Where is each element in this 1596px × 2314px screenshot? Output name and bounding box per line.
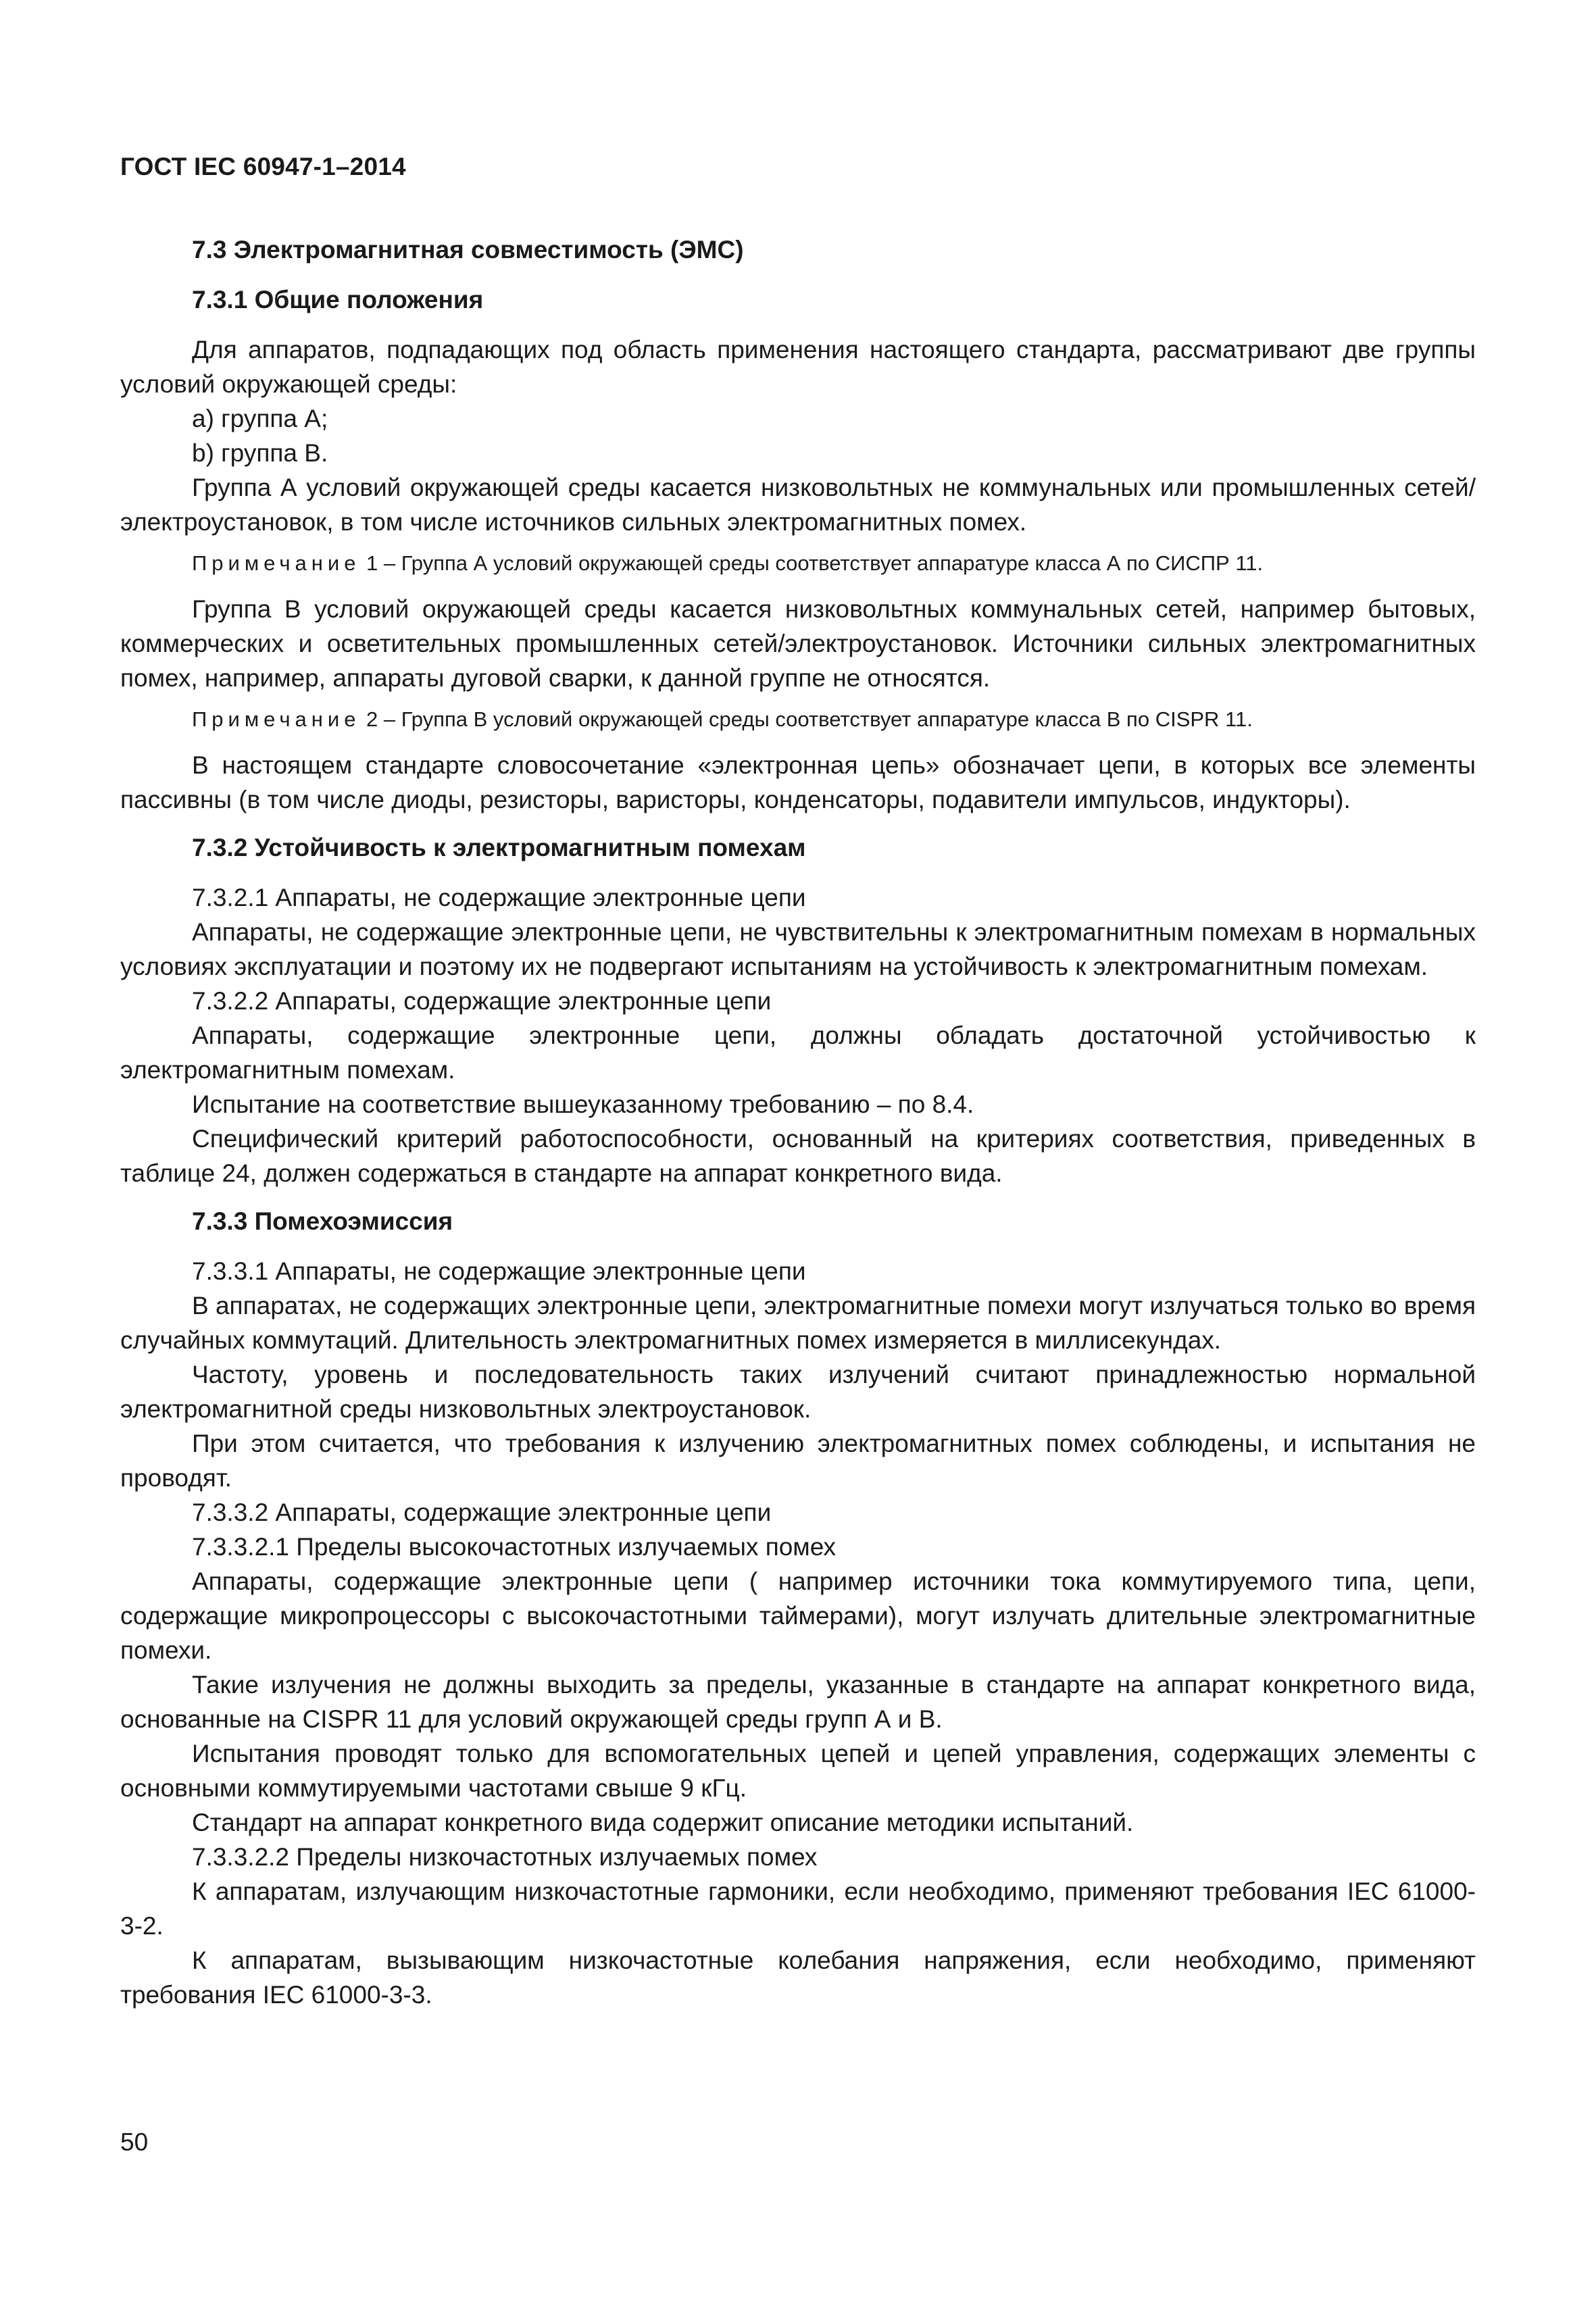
subsection-title: 7.3.2.2 Аппараты, содержащие электронные цепи: [192, 987, 772, 1015]
paragraph: Такие излучения не должны выходить за пределы, указанные в стандарте на аппарат конкретного вида, основанные на CISPR 11 для условий окружающей среды групп А и В.: [120, 1671, 1476, 1733]
note-text: 1 – Группа А условий окружающей среды соответствует аппаратуре класса А по СИСПР 11.: [360, 551, 1264, 575]
document-identifier: ГОСТ IEC 60947-1–2014: [120, 153, 406, 180]
paragraph: Для аппаратов, подпадающих под область применения настоящего стандарта, рассматривают две группы условий окружающей среды:: [120, 336, 1476, 398]
paragraph: Специфический критерий работоспособности, основанный на критериях соответствия, приведенных в таблице 24, должен содержаться в стандарте на аппарат конкретного вида.: [120, 1125, 1476, 1187]
section-heading-7-3-1: 7.3.1 Общие положения: [192, 286, 484, 313]
list-item: b) группа В.: [192, 439, 328, 467]
note-label: Примечание: [192, 551, 361, 575]
paragraph: Частоту, уровень и последовательность таких излучений считают принадлежностью нормальной электромагнитной среды низковольтных электроустановок.: [120, 1361, 1476, 1423]
section-heading-7-3-2: 7.3.2 Устойчивость к электромагнитным помехам: [192, 834, 806, 861]
paragraph: Испытание на соответствие вышеуказанному требованию – по 8.4.: [192, 1090, 974, 1118]
paragraph: К аппаратам, излучающим низкочастотные гармоники, если необходимо, применяют требования IEC 61000-3-2.: [120, 1878, 1476, 1940]
subsection-title: 7.3.3.1 Аппараты, не содержащие электронные цепи: [192, 1257, 806, 1285]
subsection-title: 7.3.3.2.2 Пределы низкочастотных излучаемых помех: [192, 1843, 818, 1871]
paragraph: При этом считается, что требования к излучению электромагнитных помех соблюдены, и испытания не проводят.: [120, 1430, 1476, 1492]
subsection-title: 7.3.3.2.1 Пределы высокочастотных излучаемых помех: [192, 1533, 837, 1561]
paragraph: Аппараты, содержащие электронные цепи ( например источники тока коммутируемого типа, цепи, содержащие микропроцессоры с высокочастотными таймерами), могут излучать длительные электромагнитные помехи.: [120, 1567, 1476, 1664]
paragraph: К аппаратам, вызывающим низкочастотные колебания напряжения, если необходимо, применяют требования IEC 61000-3-3.: [120, 1946, 1476, 2009]
paragraph: Группа В условий окружающей среды касается низковольтных коммунальных сетей, например бытовых, коммерческих и осветительных промышленных сетей/электроустановок. Источники сильных электромагнитных помех, например, аппараты дуговой сварки, к данной группе не относятся.: [120, 595, 1476, 692]
paragraph: В настоящем стандарте словосочетание «электронная цепь» обозначает цепи, в которых все элементы пассивны (в том числе диоды, резисторы, варисторы, конденсаторы, подавители импульсов, индукторы).: [120, 751, 1476, 813]
section-heading-7-3: 7.3 Электромагнитная совместимость (ЭМС): [192, 236, 744, 263]
paragraph: В аппаратах, не содержащих электронные цепи, электромагнитные помехи могут излучаться только во время случайных коммутаций. Длительность электромагнитных помех измеряется в миллисекундах.: [120, 1292, 1476, 1354]
note-2: [120, 705, 1476, 734]
subsection-title: 7.3.2.1 Аппараты, не содержащие электронные цепи: [192, 884, 806, 911]
paragraph: Аппараты, не содержащие электронные цепи, не чувствительны к электромагнитным помехам в нормальных условиях эксплуатации и поэтому их не подвергают испытаниям на устойчивость к электромагнитным помехам.: [120, 918, 1476, 980]
section-heading-7-3-3: 7.3.3 Помехоэмиссия: [192, 1207, 453, 1235]
note-text: 2 – Группа В условий окружающей среды соответствует аппаратуре класса В по CISPR 11.: [360, 707, 1253, 731]
note-1: [120, 549, 1476, 578]
note-label: Примечание: [192, 707, 361, 731]
paragraph: Аппараты, содержащие электронные цепи, должны обладать достаточной устойчивостью к электромагнитным помехам.: [120, 1022, 1476, 1084]
page-number: 50: [120, 2128, 149, 2156]
paragraph: Испытания проводят только для вспомогательных цепей и цепей управления, содержащих элементы с основными коммутируемыми частотами свыше 9 кГц.: [120, 1740, 1476, 1802]
paragraph: Стандарт на аппарат конкретного вида содержит описание методики испытаний.: [192, 1809, 1134, 1836]
list-item: a) группа А;: [192, 405, 328, 432]
document-body: [120, 232, 1476, 2012]
paragraph: Группа А условий окружающей среды касается низковольтных не коммунальных или промышленных сетей/электроустановок, в том числе источников сильных электромагнитных помех.: [120, 474, 1476, 536]
subsection-title: 7.3.3.2 Аппараты, содержащие электронные цепи: [192, 1499, 772, 1526]
